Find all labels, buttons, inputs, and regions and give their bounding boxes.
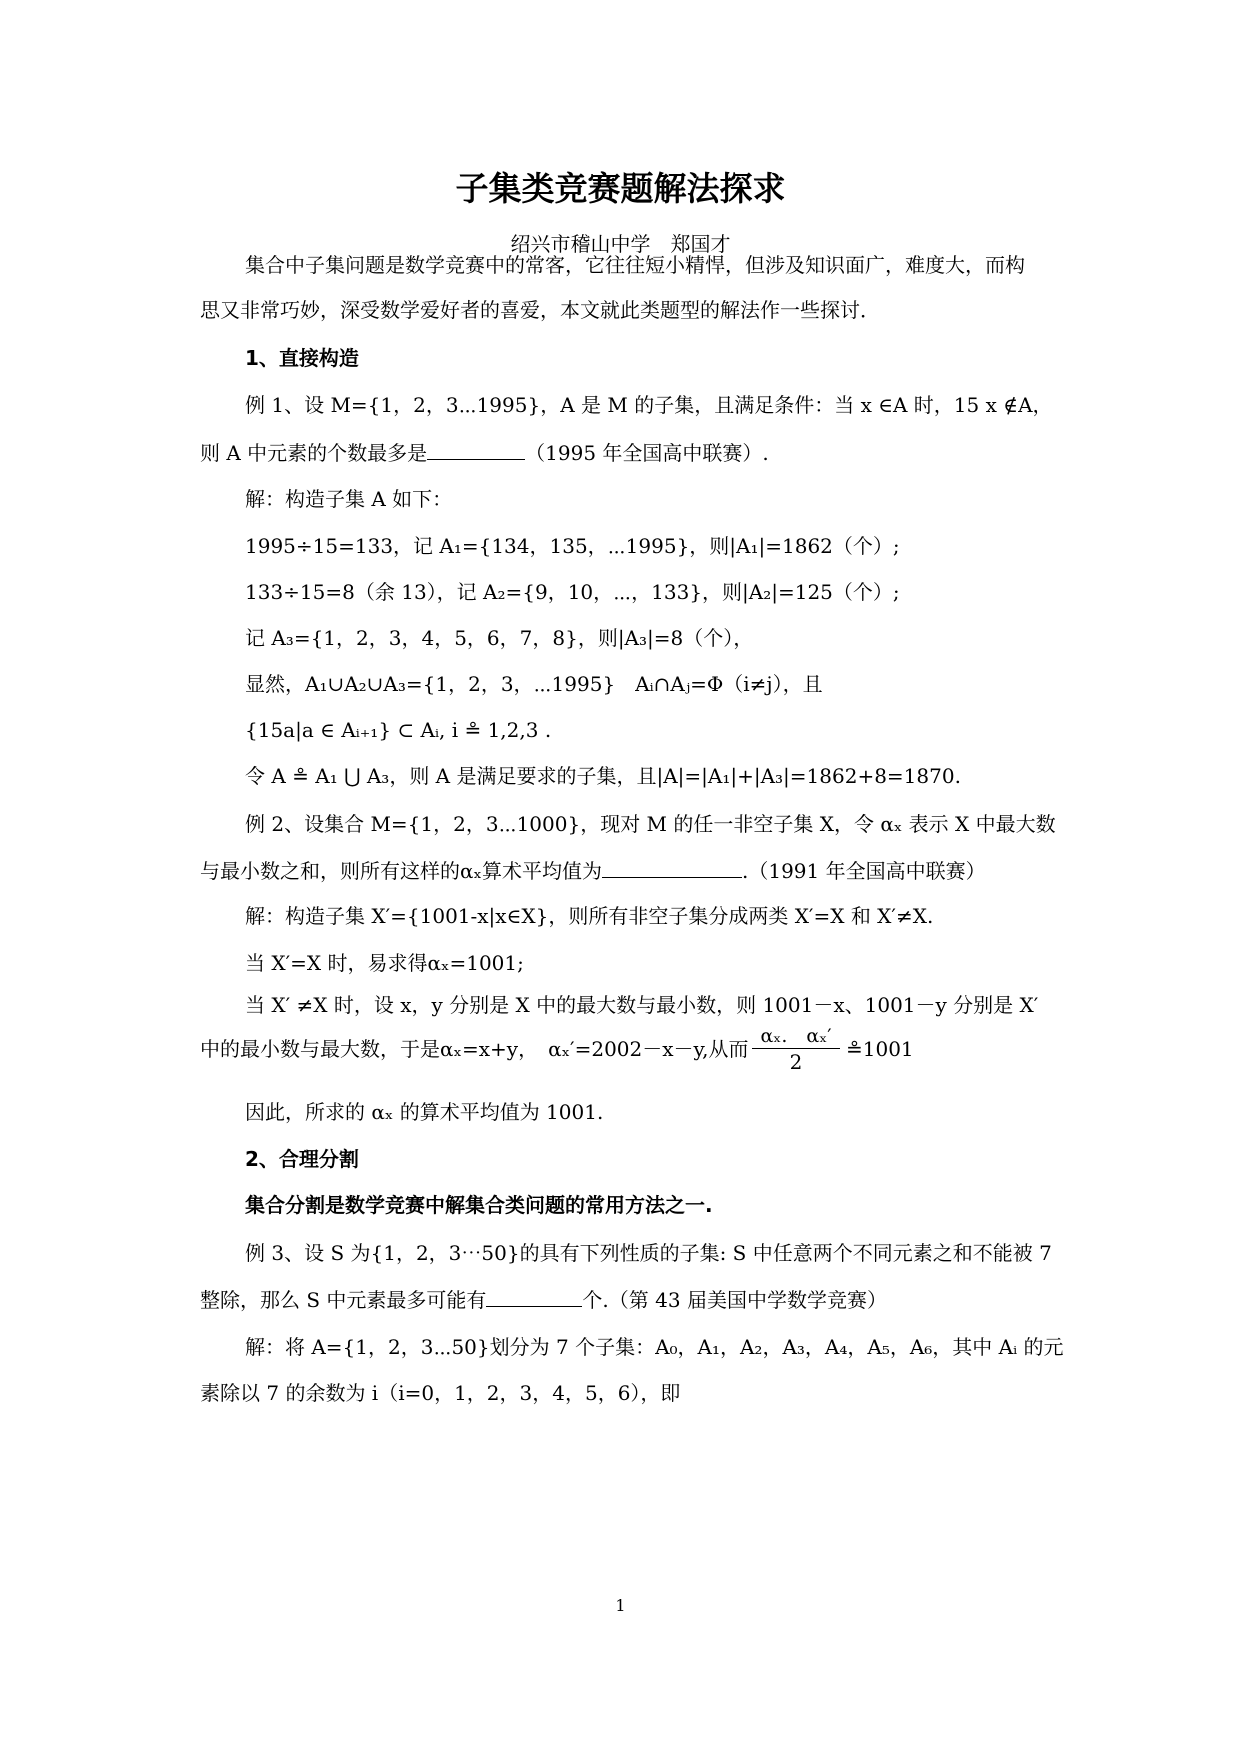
intro-line-1: 集合中子集问题是数学竞赛中的常客，它往往短小精悍，但涉及知识面广，难度大，而构 xyxy=(245,253,1025,277)
section-heading-1: 1、直接构造 xyxy=(245,346,359,370)
ex2-solution-4 xyxy=(200,1036,749,1062)
fraction-numerator: αₓ. αₓ′ xyxy=(752,1024,840,1049)
example-1-line-1 xyxy=(245,392,1053,418)
ex1-solution-2: 133÷15=8（余 13），记 A₂={9，10，⋯，133}，则|A₂|=125（个）; xyxy=(245,580,900,604)
example-2-line-2 xyxy=(200,857,986,884)
ex2-solution-3: 当 X′ ≠X 时，设 x，y 分别是 X 中的最大数与最小数，则 1001－x、1001－y 分别是 X′ xyxy=(245,993,1039,1017)
answer-blank xyxy=(602,857,742,878)
fraction xyxy=(752,1024,840,1075)
ex1-solution-1: 1995÷15=133，记 A₁={134，135，⋯1995}，则|A₁|=1862（个）; xyxy=(245,534,900,558)
example-3-line-2 xyxy=(200,1286,887,1313)
author-line: 绍兴市稽山中学 郑国才 xyxy=(510,232,731,256)
answer-blank xyxy=(486,1286,582,1307)
section-heading-2: 2、合理分割 xyxy=(245,1147,359,1171)
ex3-solution-2: 素除以 7 的余数为 i（i=0，1，2，3，4，5，6），即 xyxy=(200,1381,681,1405)
ex1-text-c: x ∉A， xyxy=(985,393,1053,417)
ex2-sol4-suffix: ≗1001 xyxy=(846,1037,914,1061)
fraction-denominator: 2 xyxy=(789,1050,803,1074)
page-number: 1 xyxy=(615,1596,626,1615)
answer-blank xyxy=(427,439,525,460)
ex2-solution-1: 解：构造子集 X′={1001-x|x∈X}，则所有非空子集分成两类 X′=X 和 X′≠X. xyxy=(245,904,934,928)
ex1-text-a: 例 1、设 M={1，2，3⋯1995}，A 是 M 的子集，且满足条件：当 xyxy=(245,393,855,417)
example-2-line-1: 例 2、设集合 M={1，2，3⋯1000}，现对 M 的任一非空子集 X，令 αₓ 表示 X 中最大数 xyxy=(245,812,1056,836)
example-1-line-2 xyxy=(200,439,769,466)
document-title: 子集类竞赛题解法探求 xyxy=(455,169,786,208)
ex1-text-b: x ∈A 时，15 xyxy=(860,393,980,417)
ex2-question-prefix: 与最小数之和，则所有这样的αₓ算术平均值为 xyxy=(200,859,602,883)
ex1-solution-6: 令 A ≗ A₁ ⋃ A₃，则 A 是满足要求的子集，且|A|=|A₁|+|A₃|=1862+8=1870. xyxy=(245,764,961,788)
ex2-sol4-prefix: 中的最小数与最大数，于是αₓ=x+y， αₓ′=2002－x－y,从而 xyxy=(200,1037,749,1061)
ex1-solution-4: 显然，A₁∪A₂∪A₃={1，2，3，⋯1995} Aᵢ∩Aⱼ=Φ（i≠j），且 xyxy=(245,672,823,696)
example-3-line-1: 例 3、设 S 为{1，2，3⋯50}的具有下列性质的子集: S 中任意两个不同元素之和不能被 7 xyxy=(245,1241,1052,1265)
ex3-question-suffix: 个.（第 43 届美国中学数学竞赛） xyxy=(582,1288,887,1312)
ex1-solution-3: 记 A₃={1，2，3，4，5，6，7，8}，则|A₃|=8（个）， xyxy=(245,626,754,650)
ex3-question-prefix: 整除，那么 S 中元素最多可能有 xyxy=(200,1288,487,1312)
ex3-solution-1: 解：将 A={1，2，3⋯50}划分为 7 个子集：A₀，A₁，A₂，A₃，A₄，A₅，A₆，其中 Aᵢ 的元 xyxy=(245,1335,1064,1359)
section-2-intro: 集合分割是数学竞赛中解集合类问题的常用方法之一. xyxy=(245,1193,713,1217)
ex1-solution-0: 解：构造子集 A 如下： xyxy=(245,487,453,511)
ex1-question-prefix: 则 A 中元素的个数最多是 xyxy=(200,441,428,465)
ex1-solution-5: {15a|a ∈ Aᵢ₊₁} ⊂ Aᵢ, i ≗ 1,2,3 . xyxy=(245,718,552,742)
ex1-question-suffix: （1995 年全国高中联赛）. xyxy=(525,441,769,465)
ex2-solution-2: 当 X′=X 时，易求得αₓ=1001; xyxy=(245,951,524,975)
intro-line-2: 思又非常巧妙，深受数学爱好者的喜爱，本文就此类题型的解法作一些探讨． xyxy=(200,298,880,322)
ex2-question-suffix: .（1991 年全国高中联赛） xyxy=(741,859,986,883)
ex2-solution-5: 因此，所求的 αₓ 的算术平均值为 1001. xyxy=(245,1100,604,1124)
